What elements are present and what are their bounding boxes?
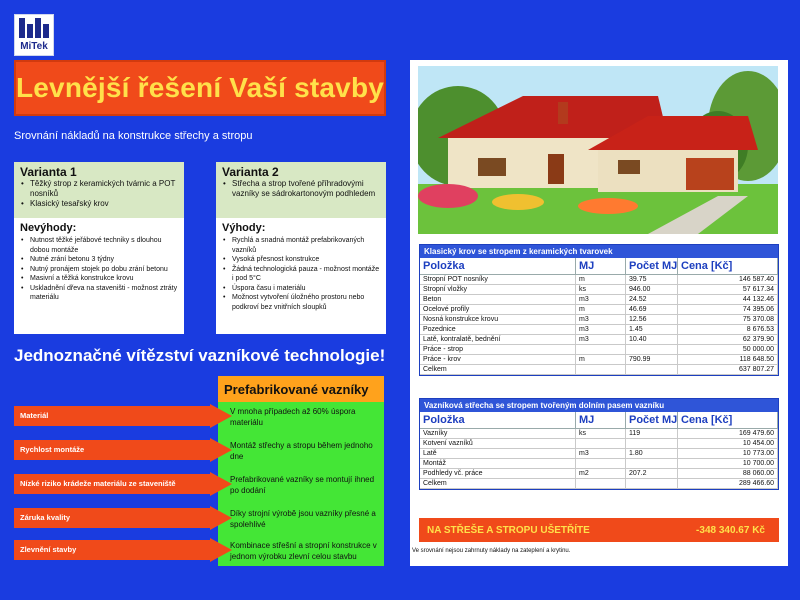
arrow-label	[14, 506, 232, 530]
prefab-title: Prefabrikované vazníky	[224, 381, 369, 397]
variant-2-feature: • Střecha a strop tvořené příhradovými vazníky se sádrokartonovým podhledem	[222, 179, 380, 199]
cell-price: 146 587.40	[678, 275, 778, 284]
cell-qty: 10.40	[626, 335, 678, 344]
cell-item: Latě, kontralatě, bednění	[420, 335, 576, 344]
variant-1-card	[14, 162, 184, 334]
prefab-benefit: Díky strojní výrobě jsou vazníky přesné a spolehlivé	[230, 509, 376, 529]
house-illustration	[418, 66, 778, 234]
headline: Jednoznačné vítězství vazníkové technologie!	[14, 346, 386, 365]
variant-2-pro: • Možnost vytvoření úložného prostoru nebo podkroví bez vnitřních sloupků	[222, 293, 380, 312]
mitek-logo-text: MiTek	[20, 41, 48, 52]
cell-item: Celkem	[420, 365, 576, 374]
cell-qty	[626, 345, 678, 354]
cell-item: Stropní POT nosníky	[420, 275, 576, 284]
cell-price: 289 466.60	[678, 479, 778, 488]
variant-2-card	[216, 162, 386, 334]
prefab-benefit: Montáž střechy a stropu během jednoho dne	[230, 441, 373, 461]
cell-item: Latě	[420, 449, 576, 458]
table-total-row	[420, 479, 778, 489]
cell-unit	[576, 365, 626, 374]
cell-unit	[576, 479, 626, 488]
table-row	[420, 325, 778, 335]
variant-2-pro: • Vysoká přesnost konstrukce	[222, 255, 380, 265]
cell-unit: m3	[576, 335, 626, 344]
variant-1-con: • Nutné zrání betonu 3 týdny	[20, 255, 178, 265]
variant-1-con: • Nutnost těžké jeřábové techniky s dlouhou dobou montáže	[20, 236, 178, 255]
arrow-label	[14, 404, 232, 428]
cell-item: Kotvení vazníků	[420, 439, 576, 448]
cell-item: Práce - strop	[420, 345, 576, 354]
cell-item: Práce - krov	[420, 355, 576, 364]
cell-item: Nosná konstrukce krovu	[420, 315, 576, 324]
cell-unit: m	[576, 275, 626, 284]
cell-item: Vazníky	[420, 429, 576, 438]
column-header: MJ	[576, 258, 626, 274]
table-row	[420, 459, 778, 469]
cell-item: Celkem	[420, 479, 576, 488]
arrow-label	[14, 438, 232, 462]
cell-unit: ks	[576, 429, 626, 438]
table-caption: Klasický krov se stropem z keramických tvarovek	[420, 245, 778, 258]
prefab-benefit: Kombinace střešní a stropní konstrukce v jednom výrobku zlevní celou stavbu	[230, 541, 377, 561]
cell-price: 10 454.00	[678, 439, 778, 448]
column-header: Položka	[420, 412, 576, 428]
cell-price: 10 773.00	[678, 449, 778, 458]
column-header: Počet MJ	[626, 258, 678, 274]
mitek-logo-mark	[19, 18, 51, 38]
cell-item: Pozednice	[420, 325, 576, 334]
cell-item: Ocelové profily	[420, 305, 576, 314]
table-row	[420, 305, 778, 315]
cell-item: Stropní vložky	[420, 285, 576, 294]
table-row	[420, 285, 778, 295]
variant-2-header	[216, 162, 386, 218]
cell-price: 62 379.90	[678, 335, 778, 344]
table-row	[420, 355, 778, 365]
cell-item: Beton	[420, 295, 576, 304]
arrow-text: Zlevnění stavby	[20, 545, 77, 554]
variant-1-con: • Uskladnění dřeva na staveništi - možnost ztráty materiálu	[20, 284, 178, 303]
variant-2-title: Varianta 2	[222, 165, 279, 179]
variant-2-pro: • Žádná technologická pauza - možnost montáže i pod 5°C	[222, 265, 380, 284]
cell-qty	[626, 479, 678, 488]
cell-unit: m2	[576, 469, 626, 478]
table-row	[420, 345, 778, 355]
column-header: Počet MJ	[626, 412, 678, 428]
table-total-row	[420, 365, 778, 375]
table-row	[420, 315, 778, 325]
cell-unit	[576, 439, 626, 448]
cost-table-classic	[419, 244, 779, 376]
cell-price: 118 648.50	[678, 355, 778, 364]
savings-amount: -348 340.67 Kč	[696, 524, 765, 536]
arrow-label	[14, 472, 232, 496]
column-header: MJ	[576, 412, 626, 428]
cell-qty: 24.52	[626, 295, 678, 304]
table-caption: Vazníková střecha se stropem tvořeným dolním pasem vazníku	[420, 399, 778, 412]
cell-price: 57 617.34	[678, 285, 778, 294]
column-header: Cena [Kč]	[678, 258, 778, 274]
arrow-text: Záruka kvality	[20, 513, 71, 522]
cell-qty: 1.45	[626, 325, 678, 334]
cell-qty: 946.00	[626, 285, 678, 294]
cell-qty: 207.2	[626, 469, 678, 478]
column-header: Položka	[420, 258, 576, 274]
column-header: Cena [Kč]	[678, 412, 778, 428]
cell-qty: 119	[626, 429, 678, 438]
cell-unit: m3	[576, 449, 626, 458]
variant-2-pro: • Úspora času i materiálu	[222, 284, 380, 294]
cell-item: Montáž	[420, 459, 576, 468]
cost-table-truss	[419, 398, 779, 490]
page-title: Levnější řešení Vaší stavby	[15, 72, 385, 103]
variant-1-cons-title: Nevýhody:	[20, 222, 77, 234]
variant-1-title: Varianta 1	[20, 165, 77, 179]
variant-1-con: • Nutný pronájem stojek po dobu zrání betonu	[20, 265, 178, 275]
cell-price: 50 000.00	[678, 345, 778, 354]
cell-price: 637 807.27	[678, 365, 778, 374]
cell-qty: 790.99	[626, 355, 678, 364]
savings-banner	[419, 518, 779, 542]
page-subtitle: Srovnání nákladů na konstrukce střechy a stropu	[14, 130, 253, 142]
arrow-text: Materiál	[20, 411, 49, 420]
prefab-box	[218, 376, 384, 566]
prefab-benefit: Prefabrikované vazníky se montují ihned po dodání	[230, 475, 375, 495]
cell-price: 8 676.53	[678, 325, 778, 334]
table-row	[420, 295, 778, 305]
cell-qty: 1.80	[626, 449, 678, 458]
cell-unit: m3	[576, 315, 626, 324]
house-photo	[418, 66, 778, 234]
cell-qty	[626, 439, 678, 448]
arrow-label	[14, 538, 232, 562]
cell-unit	[576, 345, 626, 354]
table-row	[420, 449, 778, 459]
table-row	[420, 429, 778, 439]
cell-unit: m3	[576, 295, 626, 304]
cell-qty	[626, 365, 678, 374]
cell-qty: 12.56	[626, 315, 678, 324]
cell-unit: m	[576, 305, 626, 314]
prefab-title-bar	[218, 376, 384, 402]
cell-price: 44 132.46	[678, 295, 778, 304]
table-row	[420, 469, 778, 479]
variant-1-header	[14, 162, 184, 218]
cell-unit: m	[576, 355, 626, 364]
savings-label: NA STŘEŠE A STROPU UŠETŘÍTE	[427, 524, 590, 536]
cell-unit: m3	[576, 325, 626, 334]
variant-1-body	[14, 218, 184, 307]
variant-2-pro: • Rychlá a snadná montáž prefabrikovaných vazníků	[222, 236, 380, 255]
table-row	[420, 335, 778, 345]
footnote: Ve srovnání nejsou zahrnuty náklady na zateplení a krytinu.	[412, 548, 571, 554]
variant-1-feature: • Klasický tesařský krov	[20, 199, 178, 209]
table-header	[420, 412, 778, 429]
variant-1-con: • Masivní a těžká konstrukce krovu	[20, 274, 178, 284]
prefab-benefit: V mnoha případech až 60% úspora materiálu	[230, 407, 356, 427]
cell-price: 75 370.08	[678, 315, 778, 324]
title-banner	[14, 60, 386, 116]
cell-price: 169 479.60	[678, 429, 778, 438]
variant-2-pros-title: Výhody:	[222, 222, 266, 234]
arrow-text: Rychlost montáže	[20, 445, 85, 454]
variant-2-body	[216, 218, 386, 316]
cell-qty: 39.75	[626, 275, 678, 284]
mitek-logo	[14, 14, 54, 56]
cell-price: 88 060.00	[678, 469, 778, 478]
variant-1-feature: • Těžký strop z keramických tvárnic a POT nosníků	[20, 179, 178, 199]
cell-price: 10 700.00	[678, 459, 778, 468]
cell-unit	[576, 459, 626, 468]
cell-qty: 46.69	[626, 305, 678, 314]
cell-unit: ks	[576, 285, 626, 294]
cell-item: Podhledy vč. práce	[420, 469, 576, 478]
cell-qty	[626, 459, 678, 468]
arrow-text: Nízké riziko krádeže materiálu ze staveniště	[20, 479, 176, 488]
table-row	[420, 439, 778, 449]
table-header	[420, 258, 778, 275]
table-row	[420, 275, 778, 285]
cell-price: 74 395.06	[678, 305, 778, 314]
